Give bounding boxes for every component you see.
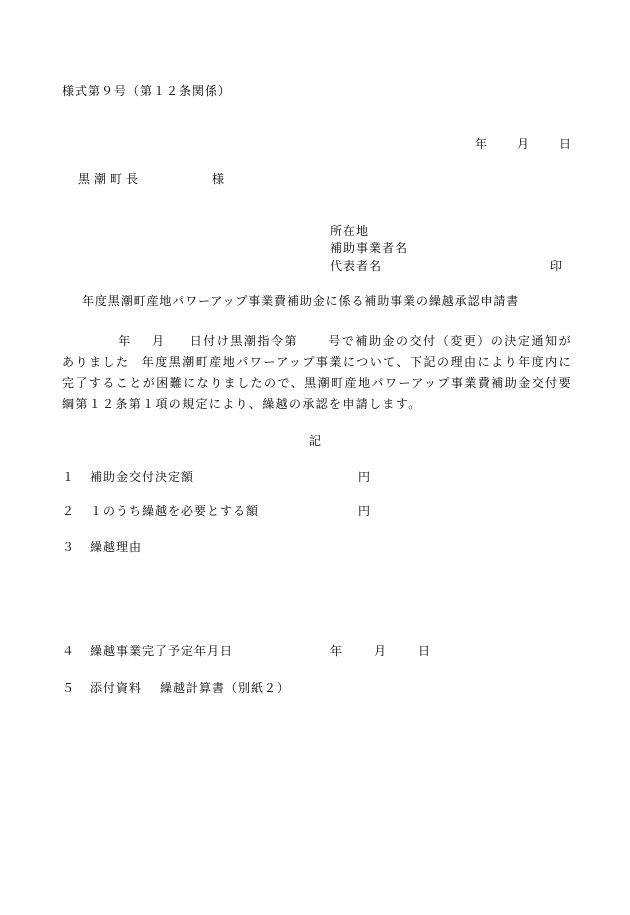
seal-mark: 印 [550, 259, 564, 273]
item-2-label: １のうち繰越を必要とする額 [90, 504, 260, 518]
body-year: 年 [118, 334, 132, 348]
date-month: 月 [517, 137, 531, 151]
body-month: 月 [151, 334, 166, 348]
addressee-name: 黒潮町長 [78, 172, 143, 186]
item-1-number: １ [62, 470, 76, 484]
item-4-month: 月 [374, 644, 388, 658]
item-2-unit: 円 [358, 504, 372, 518]
item-5-label: 添付資料 [90, 681, 143, 695]
addressee-honorific: 様 [212, 172, 226, 186]
body-request: 年度黒潮町産地パワーアップ事業について、下記の理由により年度内に完了することが困難になりましたので、黒潮町産地パワーアップ事業費補助金交付要綱第１２条第１項の規定により、繰越の承認を申請します。 [62, 355, 572, 411]
item-5-number: ５ [62, 681, 76, 695]
applicant-business-label: 補助事業者名 [330, 241, 409, 255]
item-4-number: ４ [62, 644, 76, 658]
applicant-address-label: 所在地 [330, 224, 370, 238]
item-1-label: 補助金交付決定額 [90, 470, 195, 484]
form-number: 様式第９号（第１２条関係） [62, 84, 232, 98]
item-4-label: 繰越事業完了予定年月日 [90, 644, 234, 658]
item-4-day: 日 [418, 644, 432, 658]
body-day-ref: 日付け黒潮指令第 [189, 334, 299, 348]
item-2-number: ２ [62, 504, 76, 518]
item-3-label: 繰越理由 [90, 540, 143, 554]
document-title: 年度黒潮町産地パワーアップ事業費補助金に係る補助事業の繰越承認申請書 [82, 294, 520, 308]
body-paragraph [62, 331, 572, 415]
body-notice: 号で補助金の交付（変更）の決定通知がありました [62, 334, 572, 369]
item-1-unit: 円 [358, 470, 372, 484]
ki-heading: 記 [309, 434, 323, 448]
item-3-number: ３ [62, 540, 76, 554]
applicant-rep-label: 代表者名 [330, 259, 383, 273]
item-4-year: 年 [330, 644, 344, 658]
date-day: 日 [559, 137, 573, 151]
item-5-value: 繰越計算書（別紙２） [160, 681, 291, 695]
date-year: 年 [475, 137, 489, 151]
